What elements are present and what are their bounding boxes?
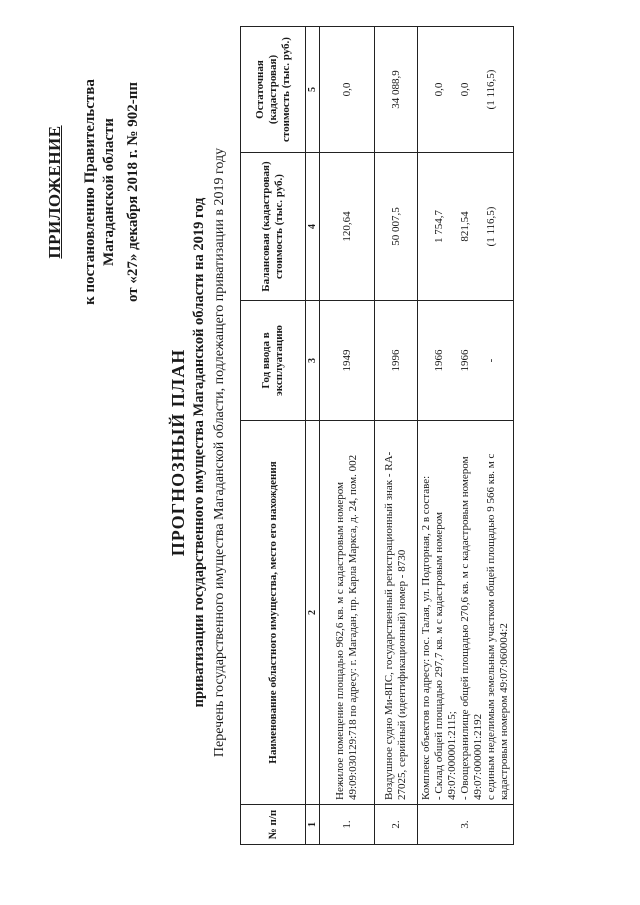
appendix-line-2: Магаданской области (101, 118, 117, 266)
table-header-row (241, 27, 306, 845)
column-number: 1 (306, 805, 320, 845)
column-number: 4 (306, 153, 320, 301)
appendix-title: ПРИЛОЖЕНИЕ (45, 125, 64, 259)
row-residual-value: 0,0 (433, 82, 445, 97)
row-residual: 34 088,9 (375, 27, 418, 153)
row-year (418, 301, 514, 421)
table-row (320, 27, 375, 845)
row-residual-value: (1 116,5) (485, 69, 497, 110)
row-number: 1. (320, 805, 375, 845)
column-number: 5 (306, 27, 320, 153)
row-year: 1949 (320, 301, 375, 421)
table-row (375, 27, 418, 845)
header-number: № п/п (241, 805, 306, 845)
row-name-line: Нежилое помещение площадью 962,6 кв. м с кадастровым номером 49:09:030129:718 по адресу: г. Магадан, пр. Карла Маркса, д. 24, пом. 002 (334, 454, 359, 800)
column-number: 2 (306, 421, 320, 805)
row-name (320, 421, 375, 805)
row-name-line: - Склад общей площадью 297,7 кв. м с кадастровым номером 49:07:000001:2115; (433, 511, 458, 800)
row-name-line: - Овощехранилище общей площадью 270,6 кв. м с кадастровым номером 49:07:000001:2192 (459, 456, 484, 800)
row-name (418, 421, 514, 805)
header-name: Наименование областного имущества, место его нахождения (241, 421, 306, 805)
row-balance (418, 153, 514, 301)
column-number: 3 (306, 301, 320, 421)
row-number: 3. (418, 805, 514, 845)
row-name-line: Воздушное судно Ми-8ПС, государственный регистрационный знак - RA-27025, серийный (идентификационный) номер - 8730 (383, 451, 408, 800)
row-year-value: 1966 (433, 349, 445, 372)
row-balance-value: 821,54 (459, 211, 471, 242)
row-residual (418, 27, 514, 153)
row-number: 2. (375, 805, 418, 845)
header-residual-value: Остаточная (кадастровая) стоимость (тыс. руб.) (241, 27, 306, 153)
plan-title: ПРОГНОЗНЫЙ ПЛАН (168, 348, 188, 557)
row-balance-value: (1 116,5) (485, 206, 497, 247)
row-balance: 50 007,5 (375, 153, 418, 301)
row-name-line: с единым неделимым земельным участком общей площадью 9 566 кв. м с кадастровым номером 49:07:060004:2 (485, 453, 510, 800)
row-year-value: - (485, 358, 497, 363)
plan-subtitle: приватизации государственного имущества Магаданской области на 2019 год (191, 197, 207, 708)
plan-list-title: Перечень государственного имущества Магаданской области, подлежащего приватизации в 2019 году (212, 147, 227, 758)
table-row (418, 27, 514, 845)
row-year: 1996 (375, 301, 418, 421)
row-balance-value: 1 754,7 (433, 210, 445, 243)
property-table (240, 26, 514, 845)
appendix-block (45, 42, 143, 342)
column-number-row (306, 27, 320, 845)
appendix-line-3: от «27» декабря 2018 г. № 902-пп (125, 82, 141, 303)
row-year-value: 1966 (459, 349, 471, 372)
row-residual: 0,0 (320, 27, 375, 153)
appendix-line-1: к постановлению Правительства (82, 79, 98, 305)
row-name (375, 421, 418, 805)
row-residual-value: 0,0 (459, 82, 471, 97)
header-year: Год ввода в эксплуатацию (241, 301, 306, 421)
row-name-line: Комплекс объектов по адресу: пос. Талая, ул. Подгорная, 2 в составе: (420, 475, 432, 800)
row-balance: 120,64 (320, 153, 375, 301)
header-balance-value: Балансовая (кадастровая) стоимость (тыс. руб.) (241, 153, 306, 301)
